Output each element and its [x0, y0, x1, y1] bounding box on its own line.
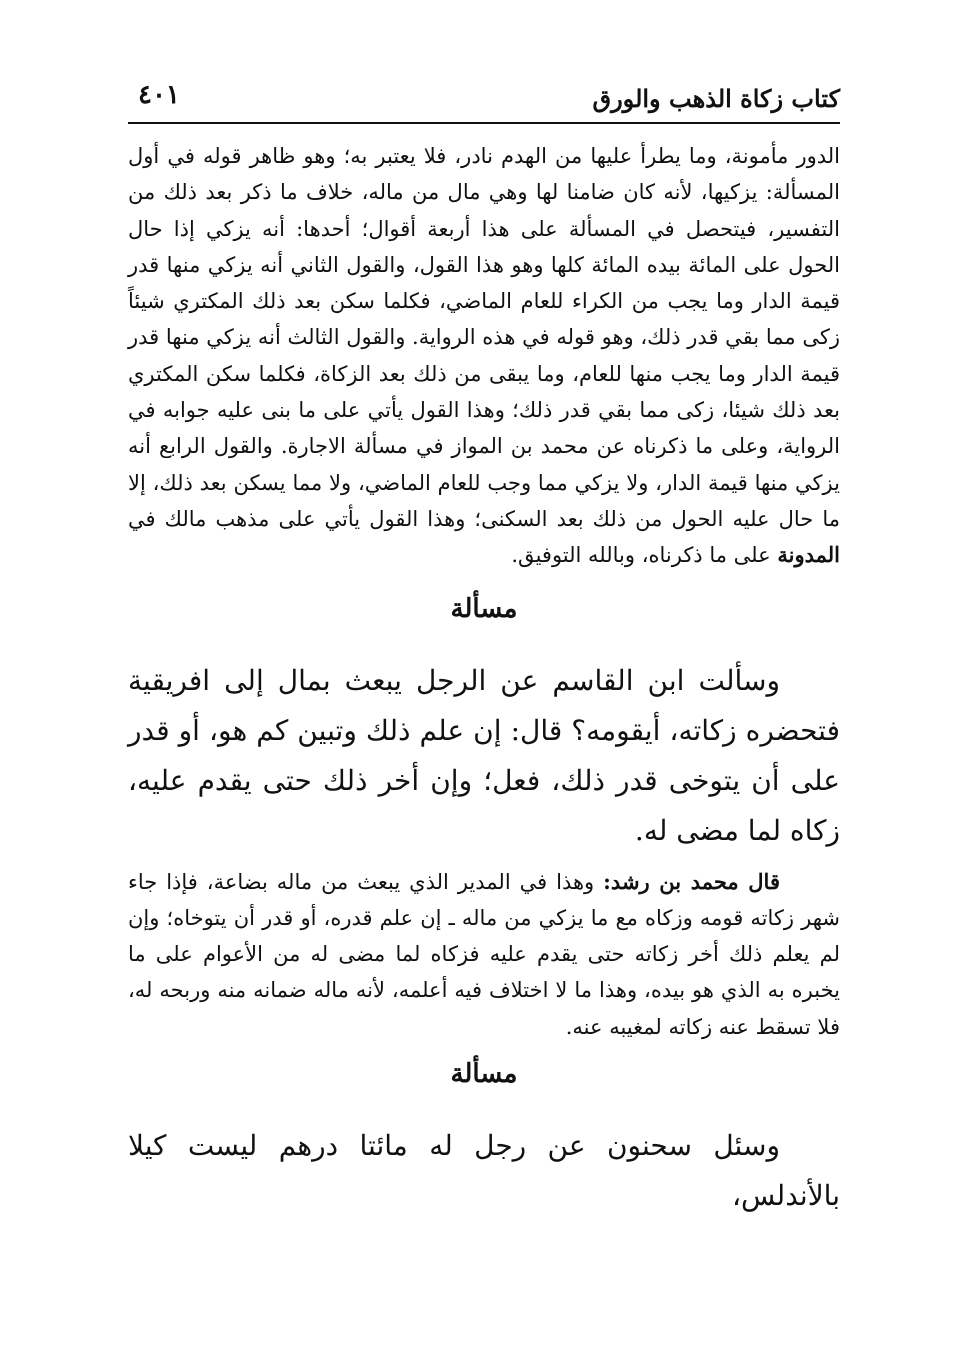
section-heading-2: مسألة [450, 1059, 518, 1090]
running-header [128, 78, 840, 118]
commentary-text: الدور مأمونة، وما يطرأ عليها من الهدم نادر، فلا يعتبر به؛ وهو ظاهر قوله في أول المسألة: يزكيها، لأنه كان ضامنا لها وهي مال من ماله، خلاف ما ذكر بعد ذلك من التفسير، فيتحصل في المسألة على هذا أربعة أقوال؛ أحدها: أنه يزكي إذا حال الحول على المائة بيده المائة كلها وهو هذا القول، والقول الثاني أنه يزكي منها قدر قيمة الدار وما يجب من الكراء للعام الماضي، فكلما سكن بعد ذلك المكتري شيئاً زكى مما بقي قدر ذلك، وهو قوله في هذه الرواية. والقول الثالث أنه يزكي منها قدر قيمة الدار وما يجب منها للعام، وما يبقى من ذلك بعد الزكاة، فكلما سكن المكتري بعد ذلك شيئا، زكى مما بقي قدر ذلك؛ وهذا القول يأتي على ما بنى عليه جوابه في الرواية، وعلى ما ذكرناه عن محمد بن المواز في مسألة الاجارة. والقول الرابع أنه يزكي منها قيمة الدار، ولا يزكي مما وجب للعام الماضي، ولا مما يسكن بعد ذلك، إلا ما حال عليه الحول من ذلك بعد السكنى؛ وهذا القول يأتي على مذهب مالك في [128, 144, 840, 531]
page-number: ٤٠١ [138, 80, 180, 110]
question-paragraph-1: وسألت ابن القاسم عن الرجل يبعث بمال إلى افريقية فتحضره زكاته، أيقومه؟ قال: إن علم ذلك وتبين كم هو، أو قدر على أن يتوخى قدر ذلك، فعل؛ وإن أخر ذلك حتى يقدم عليه، زكاه لما مضى له. [128, 663, 840, 847]
commentary-paragraph-2 [128, 864, 840, 1045]
ibn-rushd-label: قال محمد بن رشد: [603, 868, 780, 894]
header-rule [128, 122, 840, 124]
commentary-paragraph-1 [128, 138, 840, 574]
section-heading-1: مسألة [450, 593, 518, 624]
mudawwana-reference: المدونة [777, 542, 840, 568]
commentary-text-2: وهذا في المدير الذي يبعث من ماله بضاعة، فإذا جاء شهر زكاته قومه وزكاه مع ما يزكي من ماله ـ إن علم قدره، أو قدر أن يتوخاه؛ وإن لم يعلم ذلك أخر زكاته حتى يقدم عليه فزكاه لما مضى له من الأعوام على ما يخبره به الذي هو بيده، وهذا ما لا اختلاف فيه أعلمه، لأنه ماله ضمانه منه وربحه له، فلا تسقط عنه زكاته لمغيبه عنه. [128, 869, 840, 1039]
page-body [128, 138, 840, 1221]
chapter-title: كتاب زكاة الذهب والورق [592, 84, 840, 113]
question-paragraph-2: وسئل سحنون عن رجل له مائتا درهم ليست كيلا بالأندلس، [128, 1129, 840, 1213]
commentary-text-end: على ما ذكرناه، وبالله التوفيق. [511, 543, 771, 568]
